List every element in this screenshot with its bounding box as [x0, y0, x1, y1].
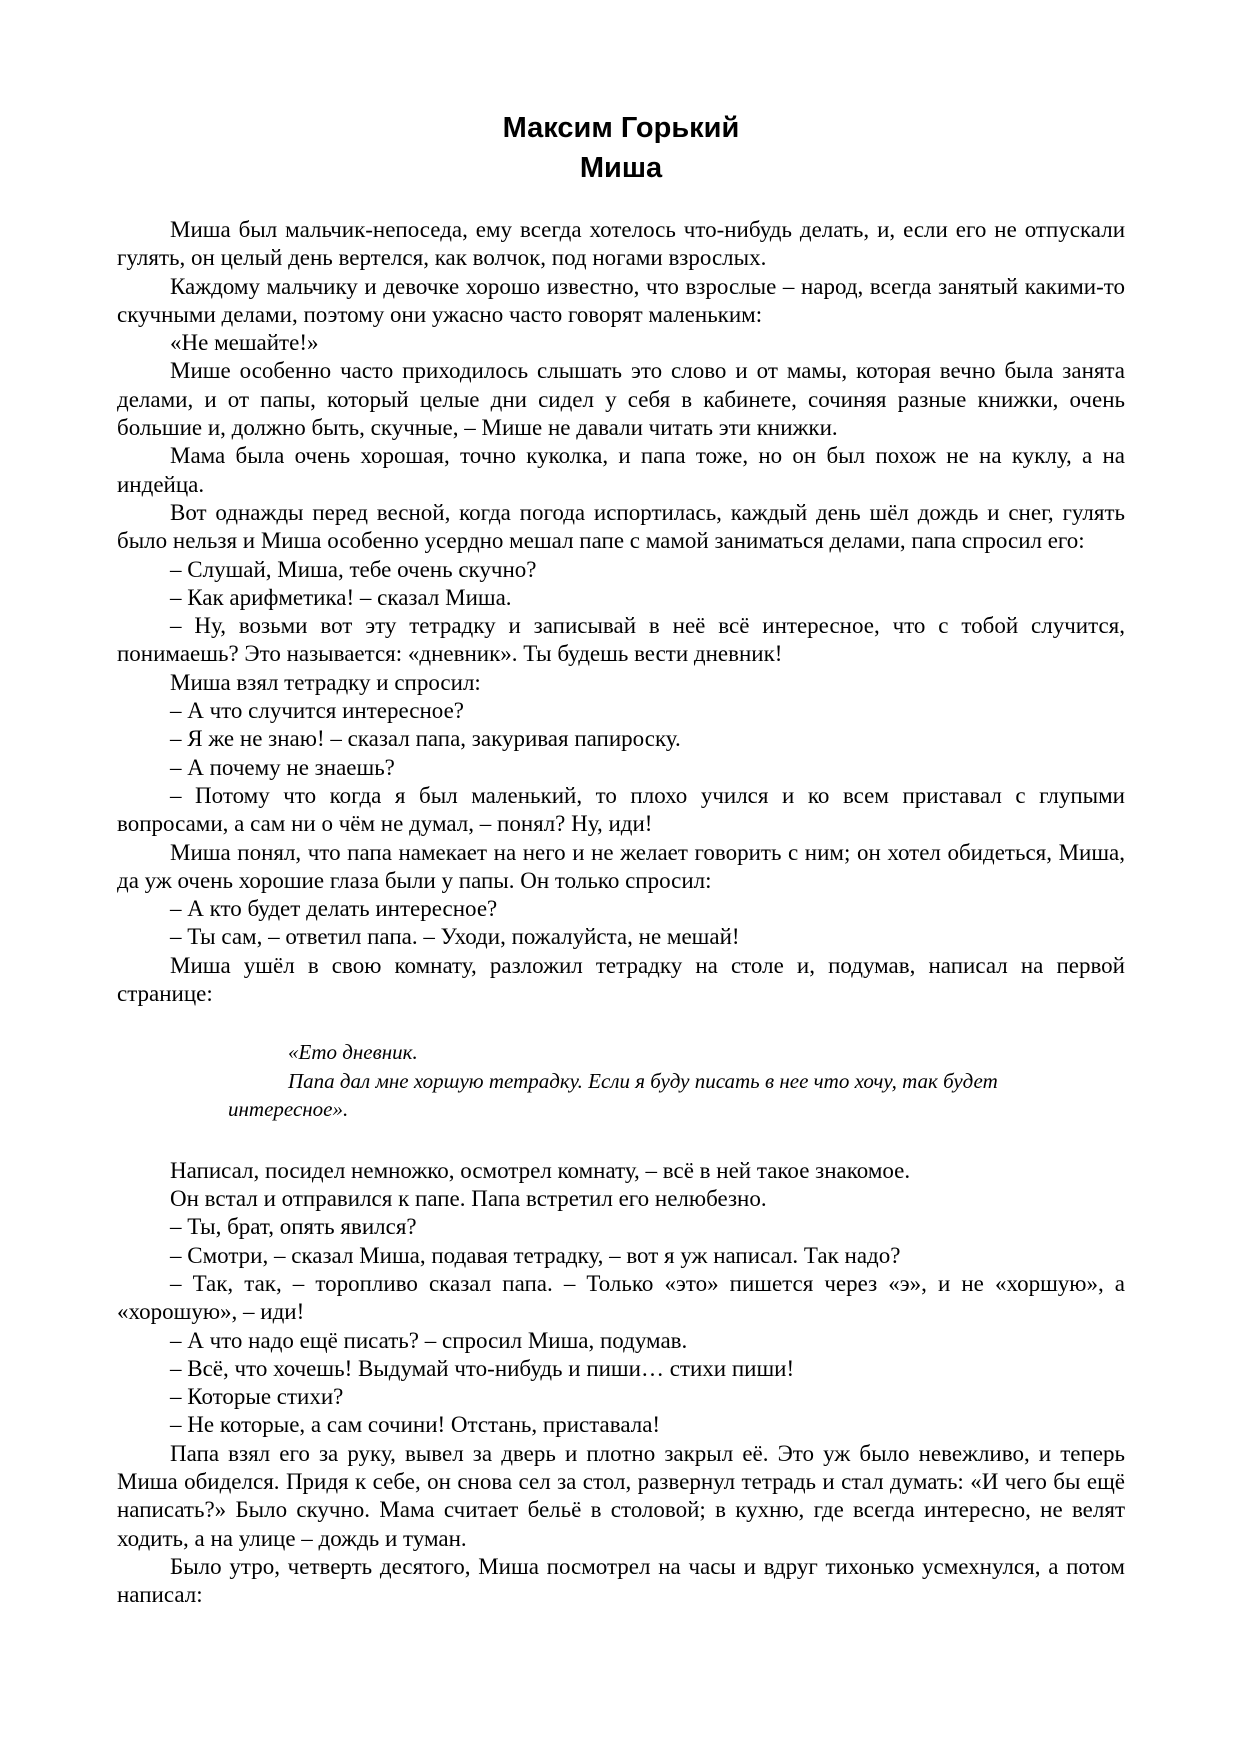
- paragraph: Миша взял тетрадку и спросил:: [170, 669, 481, 695]
- dialogue-line: – Всё, что хочешь! Выдумай что-нибудь и пиши… стихи пиши!: [170, 1355, 795, 1381]
- paragraph: Вот однажды перед весной, когда погода испортилась, каждый день шёл дождь и снег, гулять было нельзя и Миша особенно усердно мешал папе с мамой заниматься делами, папа спросил его:: [117, 499, 1125, 554]
- diary-line: Папа дал мне хоршую тетрадку. Если я буду писать в нее что хочу, так будет интересное».: [228, 1068, 998, 1122]
- paragraph: Миша был мальчик-непоседа, ему всегда хотелось что-нибудь делать, и, если его не отпускали гулять, он целый день вертелся, как волчок, под ногами взрослых.: [117, 217, 1125, 271]
- story-title: Миша: [579, 152, 663, 184]
- author-name: Максим Горький: [502, 112, 740, 144]
- dialogue-line: – Как арифметика! – сказал Миша.: [170, 584, 512, 610]
- paragraph: Миша ушёл в свою комнату, разложил тетрадку на столе и, подумав, написал на первой странице:: [117, 952, 1125, 1007]
- paragraph: Он встал и отправился к папе. Папа встретил его нелюбезно.: [170, 1186, 767, 1212]
- story-text: [117, 216, 1125, 1610]
- dialogue-line: – Ну, возьми вот эту тетрадку и записывай в неё всё интересное, что с тобой случится, понимаешь? Это называется: «дневник». Ты будешь вести дневник!: [117, 613, 1125, 667]
- dialogue-line: – Ты, брат, опять явился?: [170, 1214, 417, 1240]
- diary-entry: [228, 1038, 1060, 1124]
- dialogue-line: – А что случится интересное?: [170, 698, 464, 724]
- paragraph: Миша понял, что папа намекает на него и не желает говорить с ним; он хотел обидеться, Миша, да уж очень хорошие глаза были у папы. Он только спросил:: [117, 839, 1125, 893]
- dialogue-line: – Потому что когда я был маленький, то плохо учился и ко всем приставал с глупыми вопросами, а сам ни о чём не думал, – понял? Ну, иди!: [117, 782, 1125, 837]
- dialogue-line: – А кто будет делать интересное?: [170, 896, 498, 922]
- paragraph: Папа взял его за руку, вывел за дверь и плотно закрыл её. Это уж было невежливо, и теперь Миша обиделся. Придя к себе, он снова сел за стол, развернул тетрадь и стал думать: «И чего бы ещё написать?» Было скучно. Мама считает бельё в столовой; в кухню, где всегда интересно, не велят ходить, а на улице – дождь и туман.: [117, 1440, 1125, 1551]
- dialogue-line: – А почему не знаешь?: [170, 754, 395, 780]
- dialogue-line: – Я же не знаю! – сказал папа, закуривая папироску.: [170, 726, 681, 752]
- dialogue-line: – Не которые, а сам сочини! Отстань, приставала!: [170, 1412, 661, 1438]
- paragraph: Было утро, четверть десятого, Миша посмотрел на часы и вдруг тихонько усмехнулся, а потом написал:: [117, 1553, 1125, 1608]
- dialogue-line: – Которые стихи?: [170, 1384, 344, 1410]
- dialogue-line: – А что надо ещё писать? – спросил Миша, подумав.: [170, 1327, 688, 1353]
- paragraph: Написал, посидел немножко, осмотрел комнату, – всё в ней такое знакомое.: [170, 1157, 911, 1183]
- dialogue-line: – Смотри, – сказал Миша, подавая тетрадку, – вот я уж написал. Так надо?: [170, 1242, 901, 1268]
- dialogue-line: – Слушай, Миша, тебе очень скучно?: [170, 556, 537, 582]
- paragraph: Мама была очень хорошая, точно куколка, и папа тоже, но он был похож не на куклу, а на индейца.: [117, 443, 1125, 497]
- dialogue-line: – Ты сам, – ответил папа. – Уходи, пожалуйста, не мешай!: [170, 924, 740, 950]
- dialogue-line: – Так, так, – торопливо сказал папа. – Только «это» пишется через «э», и не «хоршую», а «хорошую», – иди!: [117, 1271, 1125, 1325]
- document-header: [0, 108, 1242, 188]
- paragraph: Каждому мальчику и девочке хорошо известно, что взрослые – народ, всегда занятый какими-то скучными делами, поэтому они ужасно часто говорят маленьким:: [117, 273, 1125, 327]
- diary-line: «Ето дневник.: [288, 1040, 418, 1065]
- paragraph: Мише особенно часто приходилось слышать это слово и от мамы, которая вечно была занята делами, и от папы, который целые дни сидел у себя в кабинете, сочиняя разные книжки, очень большие и, должно быть, скучные, – Мише не давали читать эти книжки.: [117, 358, 1125, 441]
- paragraph: «Не мешайте!»: [170, 330, 319, 356]
